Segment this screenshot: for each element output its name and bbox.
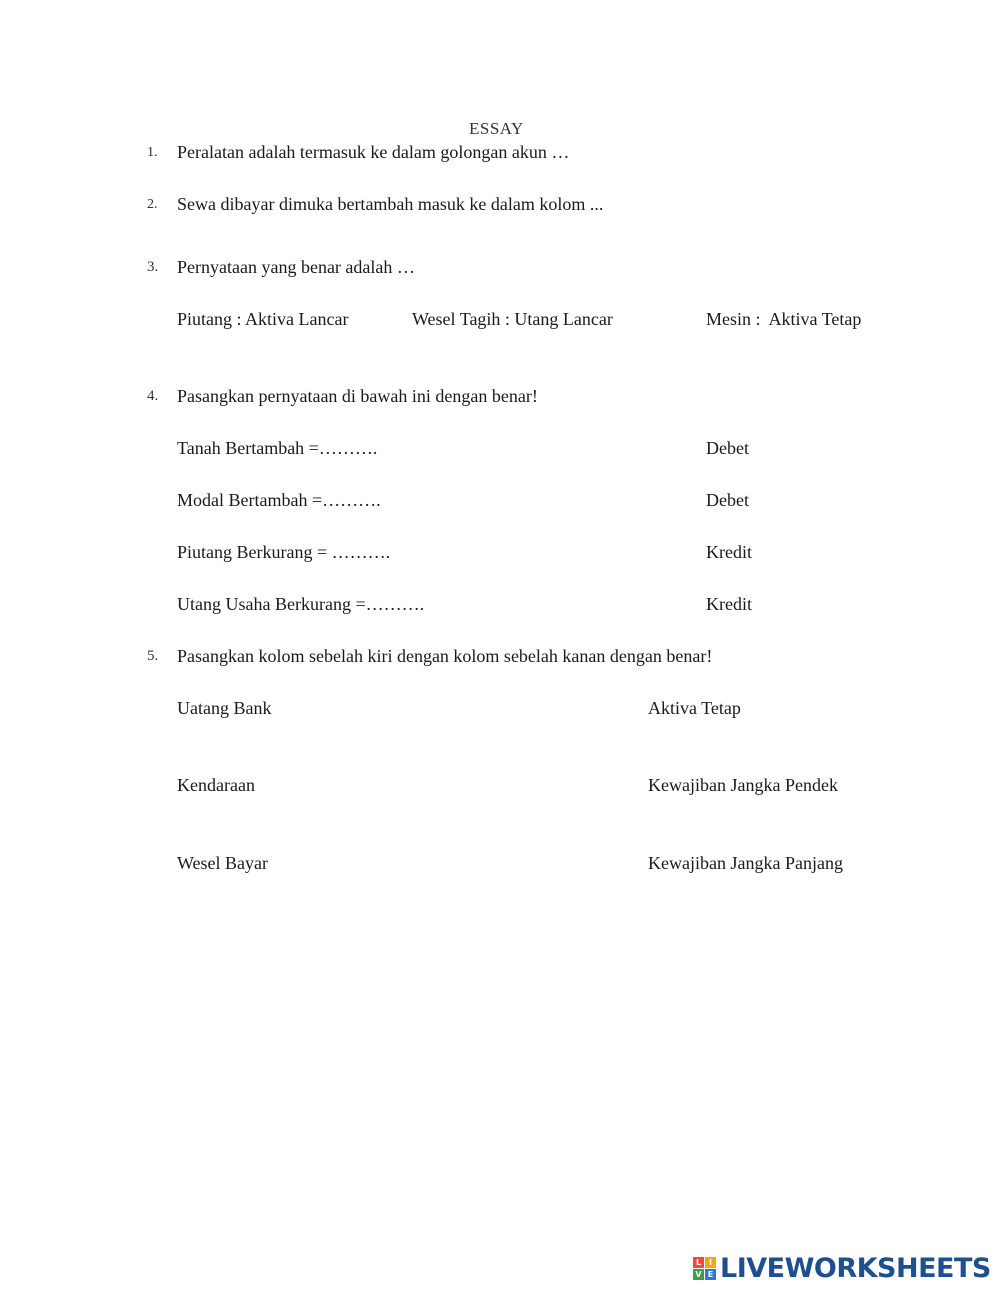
question-2-text: Sewa dibayar dimuka bertambah masuk ke dalam kolom ... [177,194,604,214]
question-2-number: 2. [147,197,158,212]
match-right-item: Kredit [706,542,752,562]
match-right-item: Debet [706,490,749,510]
match-left-item: Kendaraan [177,775,255,795]
question-3-option: Piutang : Aktiva Lancar [177,309,349,329]
question-3-option: Wesel Tagih : Utang Lancar [412,309,613,329]
liveworksheets-logo[interactable] [693,1251,991,1285]
page-title: ESSAY [469,119,524,138]
match-left-item: Utang Usaha Berkurang =………. [177,594,425,614]
liveworksheets-logo-icon [693,1257,716,1280]
question-3-number: 3. [147,259,159,275]
match-right-item: Kewajiban Jangka Panjang [648,853,843,873]
brand-name: LIVEWORKSHEETS [720,1252,991,1284]
question-3-text: Pernyataan yang benar adalah … [177,257,415,277]
logo-tile: E [705,1269,716,1280]
question-1-number: 1. [147,145,158,160]
match-left-item: Wesel Bayar [177,853,269,873]
match-right-item: Debet [706,438,749,458]
question-5-text: Pasangkan kolom sebelah kiri dengan kolom sebelah kanan dengan benar! [177,646,713,666]
match-right-item: Kredit [706,594,752,614]
question-5-number: 5. [147,648,159,664]
question-3-option: Mesin : Aktiva Tetap [706,309,862,329]
logo-tile: I [705,1257,716,1268]
match-right-item: Kewajiban Jangka Pendek [648,775,838,795]
match-right-item: Aktiva Tetap [648,698,741,718]
question-1-text: Peralatan adalah termasuk ke dalam golongan akun … [177,142,570,162]
match-left-item: Tanah Bertambah =………. [177,438,378,458]
match-left-item: Uatang Bank [177,698,272,718]
match-left-item: Modal Bertambah =………. [177,490,381,510]
question-4-text: Pasangkan pernyataan di bawah ini dengan benar! [177,386,538,406]
match-left-item: Piutang Berkurang = ………. [177,542,391,562]
question-4-number: 4. [147,388,159,404]
logo-tile: L [693,1257,704,1268]
logo-tile: V [693,1269,704,1280]
